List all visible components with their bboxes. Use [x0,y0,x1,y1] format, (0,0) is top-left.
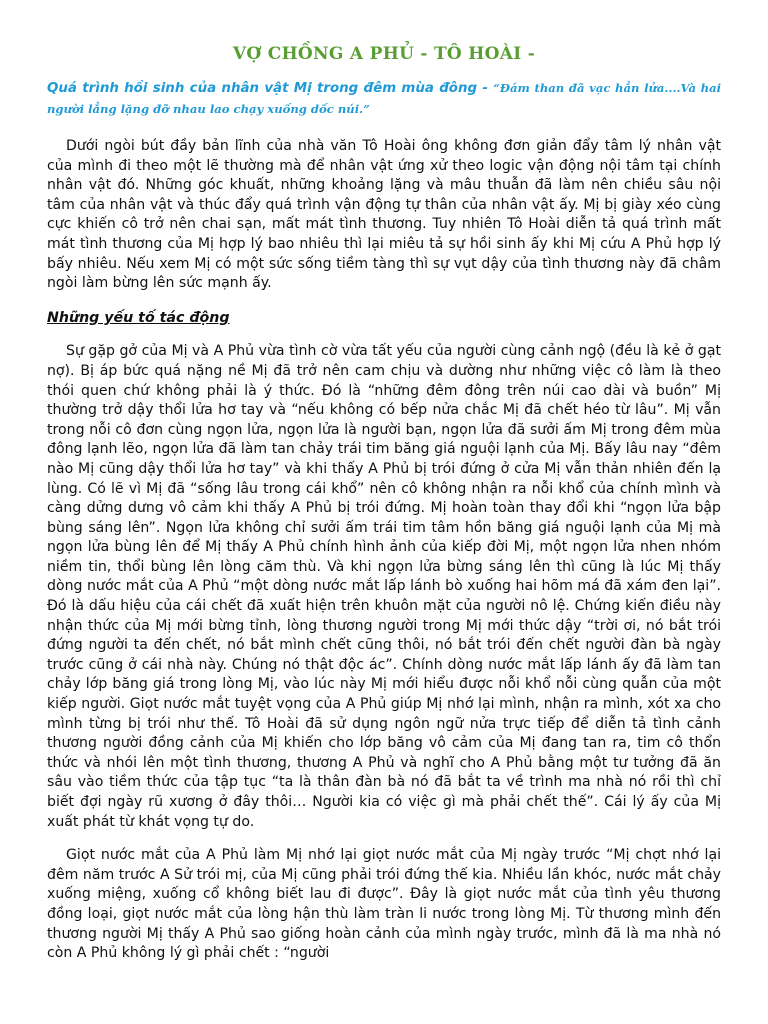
subtitle-main: Quá trình hồi sinh của nhân vật Mị trong đêm mùa đông - [47,81,494,96]
document-subtitle [47,77,721,119]
section-heading: Những yếu tố tác động [47,309,230,326]
paragraph-body-1: Sự gặp gở của Mị và A Phủ vừa tình cờ vừa tất yếu của người cùng cảnh ngộ (đều là kẻ ở gạt nợ). Bị áp bức quá nặng nề Mị đã trở nên cam chịu và dường như những việc cô làm là theo thói quen chứ không phải là ý thức. Đó là “những đêm đông trên núi cao dài và buồn” Mị thường trở dậy thổi lửa hơ tay và “nếu không có bếp nửa chắc Mị đã chết héo từ lâu”. Mị vẫn trong nỗi cô đơn cùng ngọn lửa, ngọn lửa là người bạn, ngọn lửa đã sưởi ấm Mị trong đêm mùa đông lạnh lẽo, ngọn lửa đã làm tan chảy trái tim băng giá nguội lạnh của Mị. Bấy lâu nay “đêm nào Mị cũng dậy thổi lửa hơ tay” và khi thấy A Phủ bị trói đứng ở cửa Mị vẫn thản nhiên đến lạ lùng. Có lẽ vì Mị đã “sống lâu trong cái khổ” nên cô không nhận ra nỗi khổ của chính mình và càng dửng dưng vô cảm khi thấy A Phủ bị trói đứng. Mị hoàn toàn thay đổi khi “ngọn lửa bập bùng sáng lên”. Ngọn lửa không chỉ sưởi ấm trái tim tâm hồn băng giá nguội lạnh của Mị mà ngọn lửa bùng lên để Mị thấy A Phủ chính hình ảnh của kiếp đời Mị, một ngọn lửa nhen nhóm niềm tin, thổi bùng lên lòng căm thù. Và khi ngọn lửa bừng sáng lên thì cũng là lúc Mị thấy dòng nước mắt của A Phủ “một dòng nước mắt lấp lánh bò xuống hai hõm má đã xám đen lại”. Đó là dấu hiệu của cái chết đã xuất hiện trên khuôn mặt của người nô lệ. Chứng kiến điều này nhận thức của Mị mới bừng tỉnh, lòng thương người trong Mị mới thức dậy “trời ơi, nó bắt trói đứng người ta đến chết, nó bắt mình chết cũng thôi, nó bắt trói đến chết người đàn bà ngày trước cũng ở cái nhà này. Chúng nó thật độc ác”. Chính dòng nước mắt lấp lánh ấy đã làm tan chảy lớp băng giá trong lòng Mị, vào lúc này Mị mới hiểu được nỗi khổ nỗi cùng quẫn của một kiếp người. Giọt nước mắt tuyệt vọng của A Phủ giúp Mị nhớ lại mình, nhận ra mình, xót xa cho mình từng bị trói như thế. Tô Hoài đã sử dụng ngôn ngữ nửa trực tiếp để diễn tả tình cảnh thương người đồng cảnh của Mị khiến cho lớp băng vô cảm của Mị đang tan ra, tim cô thổn thức và nhói lên một tình thương, thương A Phủ và nghĩ cho A Phủ bằng một tư tưởng đã ăn sâu vào tiềm thức của tập tục “ta là thân đàn bà nó đã bắt ta về trình ma nhà nó rồi thì chỉ biết đợi ngày rũ xương ở đây thôi… Người kia có việc gì mà phải chết thế”. Cái lý ấy của Mị xuất phát từ khát vọng tự do. [47,343,721,830]
paragraph-body-2: Giọt nước mắt của A Phủ làm Mị nhớ lại giọt nước mắt của Mị ngày trước “Mị chợt nhớ lại đêm năm trước A Sử trói mị, của Mị cũng phải trói đứng thế kia. Nhiều lần khóc, nước mắt chảy xuống miệng, xuống cổ không biết lau đi được”. Đây là giọt nước mắt của tình yêu thương đồng loại, giọt nước mắt của lòng hận thù làm tràn li nước trong lòng Mị. Từ thương mình đến thương người Mị thấy A Phủ sao giống hoàn cảnh của mình ngày trước, mình đã là ma nhà nó còn A Phủ không lý gì phải chết : “người [47,847,721,962]
paragraph-intro: Dưới ngòi bút đầy bản lĩnh của nhà văn Tô Hoài ông không đơn giản đẩy tâm lý nhân vật của mình đi theo một lẽ thường mà để nhân vật ứng xử theo logic vận động nội tâm tại chính nhân vật đó. Những góc khuất, những khoảng lặng và mâu thuẫn đã làm nên chiều sâu nội tâm của nhân vật và thúc đẩy quá trình vận động tự thân của nhân vật ấy. Mị bị giày xéo cùng cực khiến cô trở nên chai sạn, mất mát tình thương. Tuy nhiên Tô Hoài diễn tả quá trình mất mát tình thương của Mị hợp lý bao nhiêu thì lại miêu tả sự hồi sinh ấy khi Mị cứu A Phủ hợp lý bấy nhiêu. Nếu xem Mị có một sức sống tiềm tàng thì sự vụt dậy của tình thương này đã châm ngòi làm bừng lên sức mạnh ấy. [47,138,721,292]
subtitle-quote: “Đám than đã vạc hẳn lửa....Và hai người lẳng lặng đỡ nhau lao chạy xuống dốc núi.” [47,81,721,116]
document-title: VỢ CHỒNG A PHỦ - TÔ HOÀI - [232,44,536,64]
